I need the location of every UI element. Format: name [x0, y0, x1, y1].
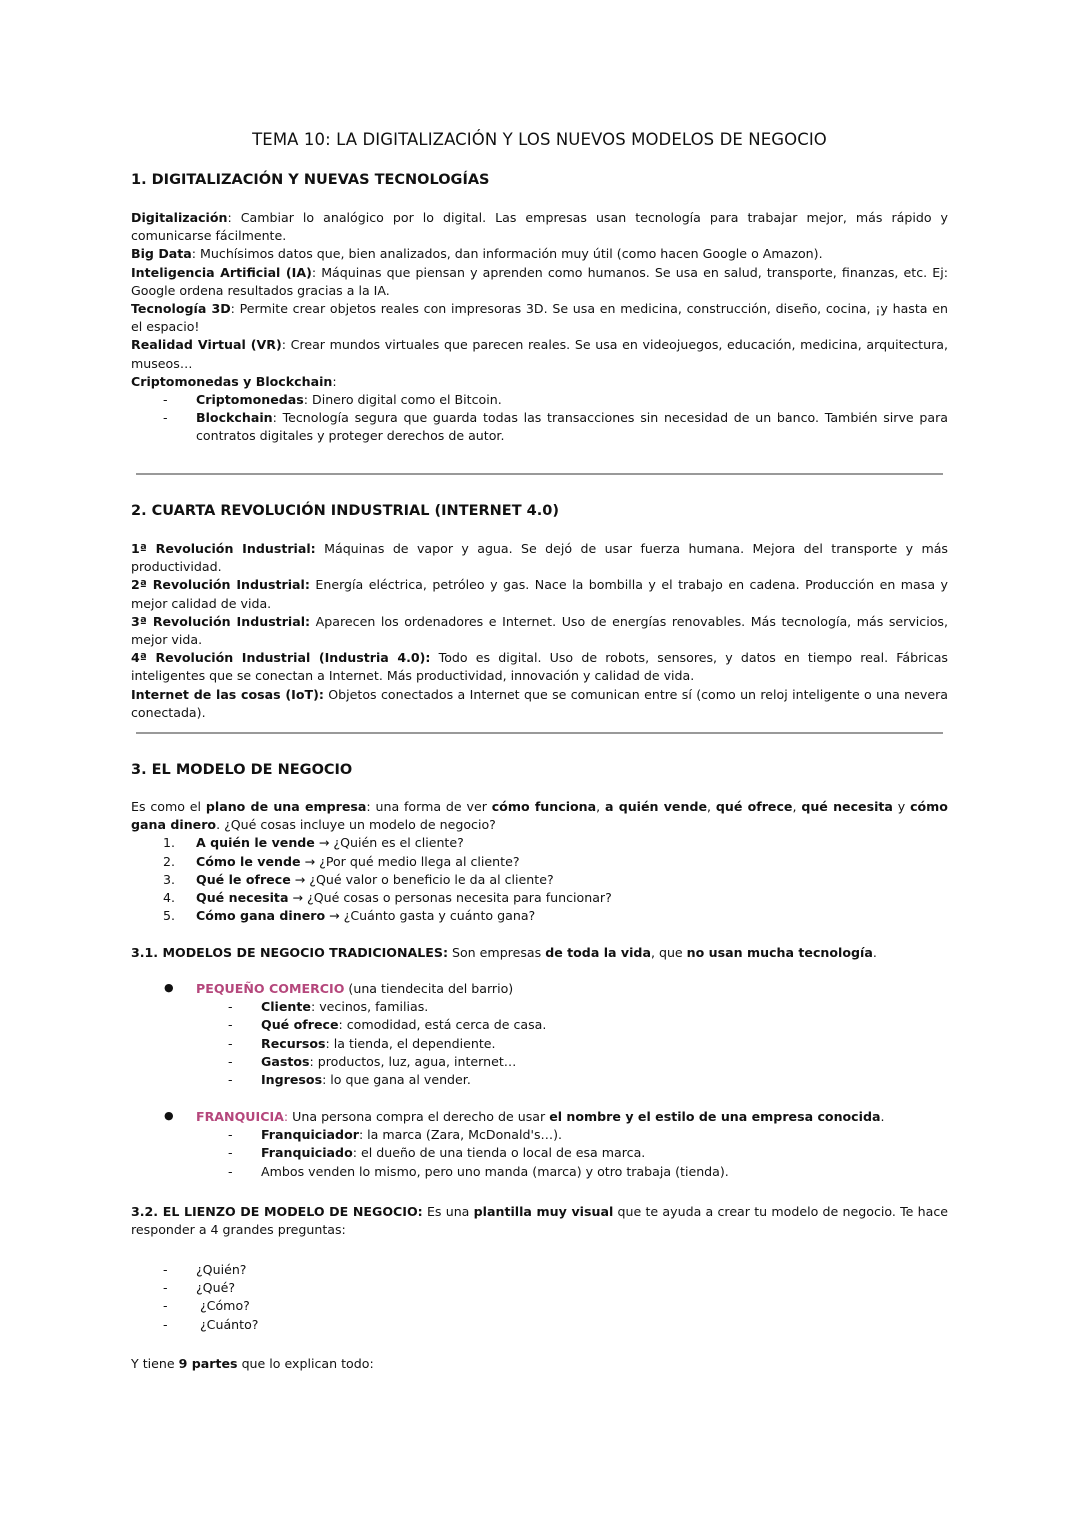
franquicia-block [131, 1108, 948, 1181]
list-item: - Franquiciado: el dueño de una tienda o local de esa marca. [228, 1145, 646, 1161]
list-item: - Blockchain: Tecnología segura que guarda todas las transacciones sin necesidad de un banco. También sirve para contratos digitales y proteger derechos de autor. [163, 410, 948, 444]
subsection-3-2: 3.2. EL LIENZO DE MODELO DE NEGOCIO: Es una plantilla muy visual que te ayuda a crear tu modelo de negocio. Te hace responder a 4 grandes preguntas: [131, 1204, 949, 1238]
model-intro: Es como el plano de una empresa: una forma de ver cómo funciona, a quién vende, qué ofrece, qué necesita y cómo gana dinero. ¿Qué cosas incluye un modelo de negocio? [131, 799, 948, 833]
list-item: - ¿Qué? [163, 1280, 236, 1296]
subsection-3-1-heading: 3.1. MODELOS DE NEGOCIO TRADICIONALES: [131, 945, 448, 960]
section-2-body [131, 540, 948, 722]
section-3-heading: 3. EL MODELO DE NEGOCIO [131, 762, 353, 778]
definition-big-data: Big Data: Muchísimos datos que, bien analizados, dan información muy útil (como hacen Google o Amazon). [131, 246, 823, 262]
list-item: - ¿Cómo? [163, 1298, 250, 1314]
internet-of-things: Internet de las cosas (IoT): Objetos conectados a Internet que se comunican entre sí (como un reloj inteligente o una nevera conectada). [131, 686, 948, 720]
divider [136, 473, 943, 475]
section-2-heading: 2. CUARTA REVOLUCIÓN INDUSTRIAL (INTERNET 4.0) [131, 503, 559, 519]
subsection-3-1: 3.1. MODELOS DE NEGOCIO TRADICIONALES: Son empresas de toda la vida, que no usan mucha tecnología. [131, 945, 877, 960]
list-item: 4. Qué necesita → ¿Qué cosas o personas necesita para funcionar? [163, 890, 612, 906]
definition-cripto-blockchain: Criptomonedas y Blockchain: [131, 373, 337, 389]
section-3-body [131, 798, 948, 925]
list-item: 5. Cómo gana dinero → ¿Cuánto gasta y cuánto gana? [163, 908, 536, 924]
list-item: - Ambos venden lo mismo, pero uno manda (marca) y otro trabaja (tienda). [228, 1163, 729, 1179]
list-item: - Ingresos: lo que gana al vender. [228, 1072, 471, 1088]
questions-list [131, 1261, 948, 1334]
pequeno-comercio-block [131, 980, 948, 1089]
list-item: - Qué ofrece: comodidad, está cerca de casa. [228, 1017, 547, 1033]
revolution-3: 3ª Revolución Industrial: Aparecen los ordenadores e Internet. Uso de energías renovables. Más tecnología, más servicios, mejor vida. [131, 613, 948, 648]
revolution-1: 1ª Revolución Industrial: Máquinas de vapor y agua. Se dejó de usar fuerza humana. Mejora del transporte y más productividad. [131, 541, 948, 575]
list-item: ● PEQUEÑO COMERCIO (una tiendecita del barrio) [164, 981, 514, 996]
definition-digitalizacion: Digitalización: Cambiar lo analógico por lo digital. Las empresas usan tecnología para trabajar mejor, más rápido y comunicarse fácilmente. [131, 210, 948, 244]
definition-vr: Realidad Virtual (VR): Crear mundos virtuales que parecen reales. Se usa en videojuegos, educación, medicina, arquitectura, museos… [131, 337, 948, 371]
list-item: 1. A quién le vende → ¿Quién es el cliente? [163, 835, 464, 851]
list-item: - ¿Quién? [163, 1262, 247, 1277]
closing-text: Y tiene 9 partes que lo explican todo: [131, 1356, 374, 1371]
list-item: - Criptomonedas: Dinero digital como el Bitcoin. [163, 392, 502, 408]
section-1-heading: 1. DIGITALIZACIÓN Y NUEVAS TECNOLOGÍAS [131, 172, 490, 188]
divider [136, 732, 943, 734]
section-1-body [131, 209, 948, 446]
list-item: ● FRANQUICIA: Una persona compra el derecho de usar el nombre y el estilo de una empresa conocida. [164, 1109, 885, 1124]
list-item: 2. Cómo le vende → ¿Por qué medio llega al cliente? [163, 853, 520, 869]
list-item: - Gastos: productos, luz, agua, internet… [228, 1053, 517, 1069]
list-item: - ¿Cuánto? [163, 1316, 259, 1332]
definition-3d: Tecnología 3D: Permite crear objetos reales con impresoras 3D. Se usa en medicina, construcción, diseño, cocina, ¡y hasta en el espacio! [131, 301, 948, 335]
list-item: - Cliente: vecinos, familias. [228, 999, 429, 1015]
list-item: - Recursos: la tienda, el dependiente. [228, 1035, 496, 1051]
revolution-4: 4ª Revolución Industrial (Industria 4.0): Todo es digital. Uso de robots, sensores, y datos en tiempo real. Fábricas inteligentes que se conectan a Internet. Más productividad, innovación y calidad de vida. [131, 650, 948, 684]
subsection-3-2-heading: 3.2. EL LIENZO DE MODELO DE NEGOCIO: [131, 1204, 423, 1219]
list-item: 3. Qué le ofrece → ¿Qué valor o beneficio le da al cliente? [163, 871, 554, 887]
revolution-2: 2ª Revolución Industrial: Energía eléctrica, petróleo y gas. Nace la bombilla y el trabajo en cadena. Producción en masa y mejor calidad de vida. [131, 577, 948, 611]
document-title: TEMA 10: LA DIGITALIZACIÓN Y LOS NUEVOS MODELOS DE NEGOCIO [252, 130, 827, 149]
list-item: - Franquiciador: la marca (Zara, McDonald's…). [228, 1127, 563, 1143]
definition-ia: Inteligencia Artificial (IA): Máquinas que piensan y aprenden como humanos. Se usa en salud, transporte, finanzas, etc. Ej: Google ordena resultados gracias a la IA. [131, 264, 948, 298]
